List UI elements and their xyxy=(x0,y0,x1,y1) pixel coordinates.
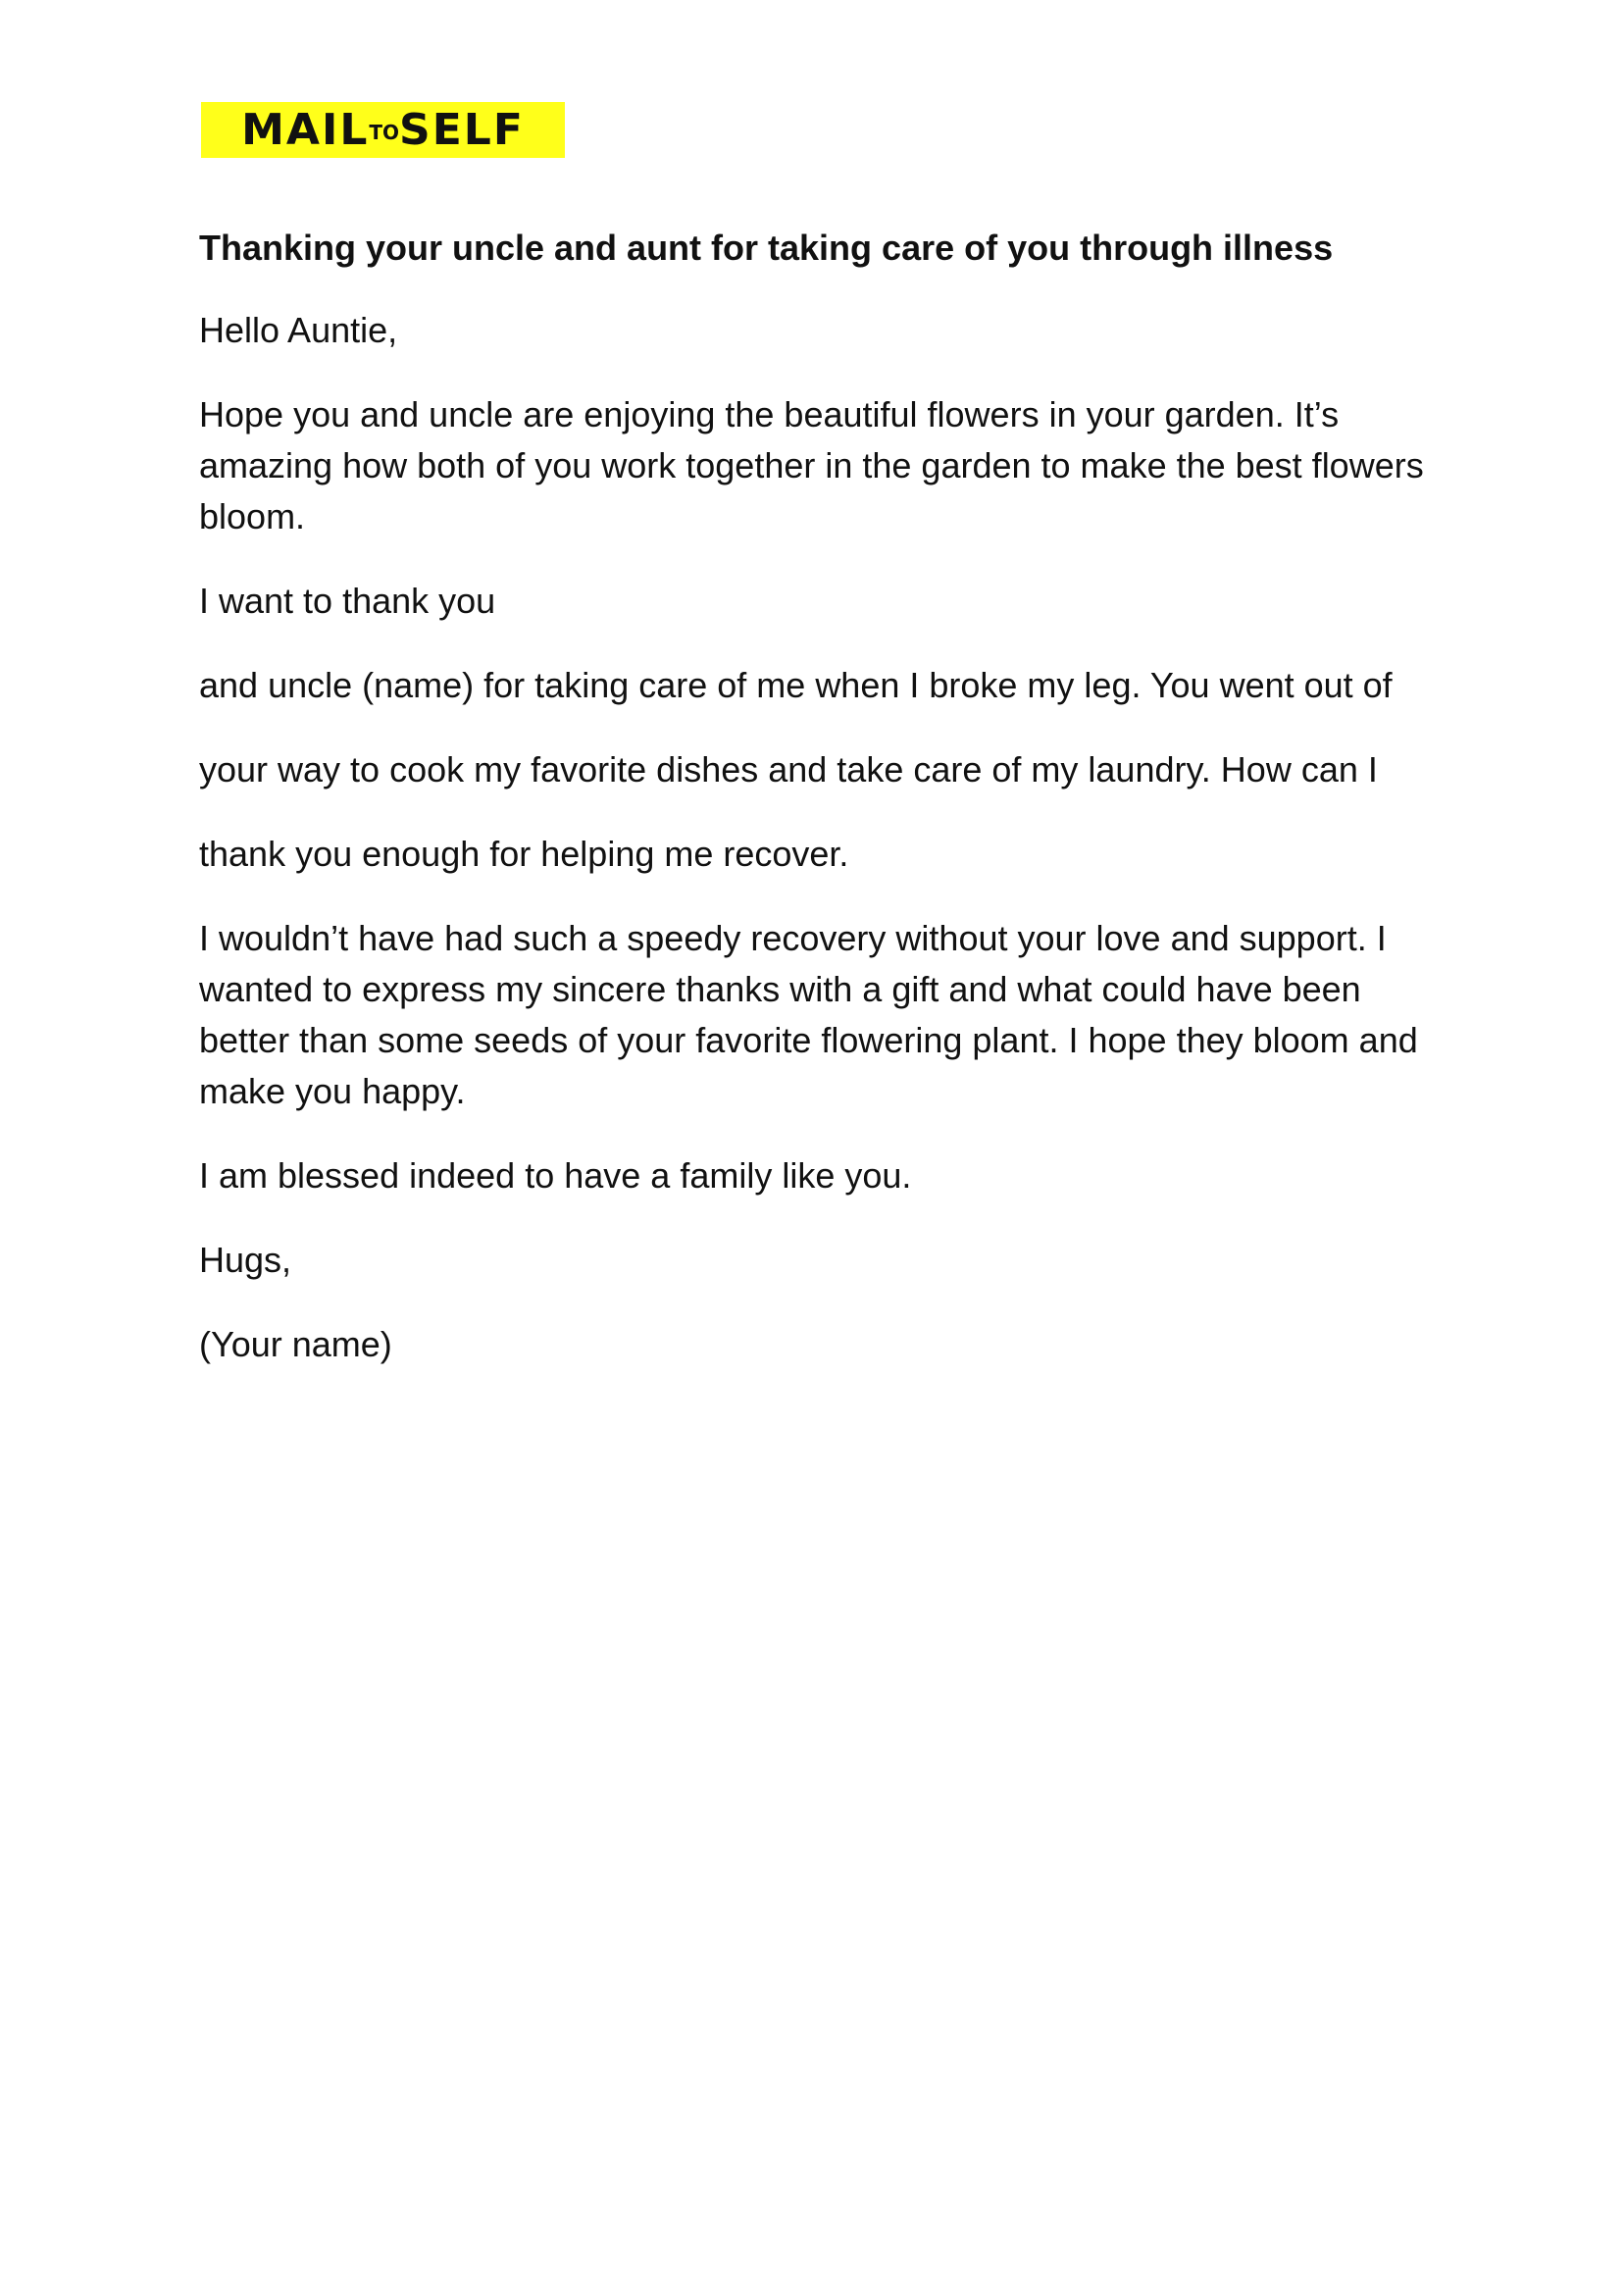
paragraph-cooking: your way to cook my favorite dishes and take care of my laundry. How can I xyxy=(199,748,1378,790)
letter-title: Thanking your uncle and aunt for taking care of you through illness xyxy=(199,228,1334,268)
logo-text xyxy=(241,104,525,155)
logo-text-self: SELF xyxy=(399,104,525,155)
greeting: Hello Auntie, xyxy=(199,309,398,350)
logo-text-to: TO xyxy=(369,120,400,144)
paragraph-recover: thank you enough for helping me recover. xyxy=(199,833,849,874)
letter-body xyxy=(199,226,1435,1403)
paragraph-uncle-name: and uncle (name) for taking care of me when I broke my leg. You went out of xyxy=(199,664,1393,705)
paragraph-garden: Hope you and uncle are enjoying the beautiful flowers in your garden. It’s amazing how both of you work together in the garden to make the best flowers bloom. xyxy=(199,393,1424,536)
signature: (Your name) xyxy=(199,1323,392,1364)
paragraph-blessed: I am blessed indeed to have a family like you. xyxy=(199,1154,912,1196)
paragraph-gift: I wouldn’t have had such a speedy recovery without your love and support. I wanted to express my sincere thanks with a gift and what could have been better than some seeds of your favorite flowering plant. I hope they bloom and make you happy. xyxy=(199,917,1418,1111)
closing: Hugs, xyxy=(199,1239,292,1280)
logo-text-mail: MAIL xyxy=(241,104,370,155)
paragraph-thank-you: I want to thank you xyxy=(199,580,496,621)
mail-to-self-logo xyxy=(201,102,565,158)
